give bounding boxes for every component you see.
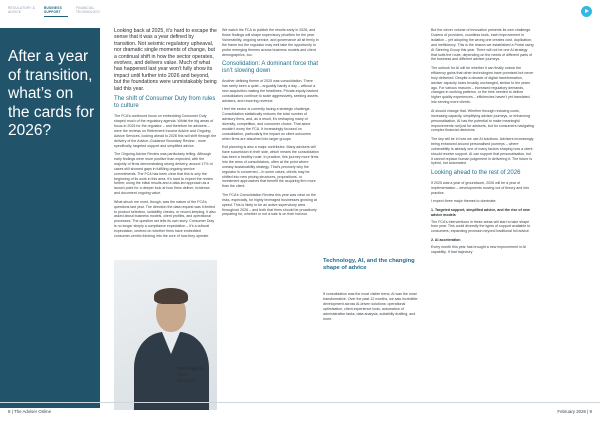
section-heading-consolidation: Consolidation: A dominant force that isn’t slowing down bbox=[222, 61, 319, 75]
body-paragraph: Another defining theme of 2025 was consolidation. There has rarely been a quiet – arguably hardly a day – without a new acquisition making the headlines. Private-equity backed consolidators continue to scale aggressively, seeking assets, advisers, and recurring revenue. bbox=[222, 79, 319, 103]
body-paragraph: The Ongoing Advice Review was particularly telling. Although early findings were more positive than expected, with the majority of firms demonstrating strong delivery, around 17% of cases still showed gaps in fulfilling ongoing service commitments. The FCA has been clear that this is only the beginning of its work in this area. It’s hard to expect the review further, using the initial results and a data-led approach as a launch point for a deeper look at how firms deliver, evidence, and document ongoing value. bbox=[114, 152, 214, 196]
theme-heading-ai-acceleration: 2. AI acceleration bbox=[431, 237, 461, 242]
author-name: Tom Hegarty, bbox=[177, 366, 205, 371]
column-1 bbox=[114, 28, 217, 243]
body-paragraph: The outlook for AI will be whether it can finally unlock the efficiency gains that other technologies have promised but never truly delivered. Despite a decade of digital transformation, adviser capacity looks broadly unchanged, similar to ten years ago. For various reasons – increased regulatory demands, changes in working patterns, or the time needed to deliver higher quality experiences – efficiencies haven’t yet translated into serving more clients. bbox=[431, 65, 534, 105]
body-paragraph: AI should change that. Whether through reducing costs, increasing capacity, simplifying adviser journeys, or enhancing personalisation, AI has the potential to make meaningful improvements not just for advisers, but for consumers navigating complex financial decisions. bbox=[431, 108, 534, 133]
body-paragraph: I feel the sector is currently facing a strategic challenge. Consolidation statistically reduces the total number of advisory firms, and, as a result, it’s reshaping many of diversity, competition, and consumer choice. That alone wouldn’t worry the FCA. It increasingly focused on consolidation, particularly the impact on client outcomes when firms are absorbed into larger groups. bbox=[222, 107, 311, 141]
section-heading-consumer-duty: The shift of Consumer Duty from rules to culture bbox=[114, 96, 216, 110]
body-paragraph: Exit planning is also a major contributor. Many advisers will have succession in their side, which means the consolidation has been a healthy route. In practice, this journey more firms into the arms of consolidators, often at the point where uneasy sustainability strategy. That’s precisely why the regulator is concerned – in some cases, clients may be shifted into new pricing structures, propositions, or investment approaches that benefit the acquiring firm more than the client. bbox=[222, 145, 319, 189]
portrait-hair bbox=[154, 288, 188, 304]
category-financial-technology[interactable]: FINANCIAL TECHNOLOGY bbox=[76, 6, 101, 14]
hero-panel bbox=[0, 28, 100, 408]
section-heading-technology: Technology, AI, and the changing shape of advice bbox=[323, 258, 415, 271]
page-footer bbox=[0, 402, 600, 424]
column-2 bbox=[222, 28, 319, 221]
body-paragraph: The FCA’s continued focus on embedding Consumer Duty shaped much of the regulatory agenda. Whilst the big areas of focus in 2025 for the regulator – and therefore for advisers – were the reviews on Retirement Income Advice and Ongoing Advice Services, looking ahead to 2026 this will shift through the delivery of the Advice–Guidance Boundary Review - more specifically, targeted support and simplified advice. bbox=[114, 114, 217, 148]
body-paragraph: If 2025 was a year of groundwork, 2026 will be a year of implementation – developments moving out of theory and into practice. bbox=[431, 180, 530, 195]
column-4 bbox=[431, 28, 534, 258]
section-heading-looking-ahead: Looking ahead to the rest of 2026 bbox=[431, 169, 521, 176]
body-paragraph: The key will be in how we use AI solutions. Advisers increasingly being enhanced around personalised journeys – where vulnerability is already one of many factors shaping how a client should receive support. AI can support that personalisation, but it cannot replace human judgement in delivering it. The future is hybrid, not automated. bbox=[431, 136, 534, 166]
author-company: Simplytrz bbox=[177, 378, 196, 383]
body-paragraph: If consolidation was the most visible trend, AI was the most transformative. Over the past 12 months, we saw incredible development across AI-driven solutions: operational optimisation, client-experience tools, automation of administrative tasks, data analysis, suitability drafting, and more. bbox=[323, 292, 418, 321]
footer-right-page: February 2026 | 9 bbox=[557, 409, 592, 414]
footer-left-page: 8 | The Adviser Online bbox=[8, 409, 52, 414]
body-paragraph: I expect three major themes to dominate: bbox=[431, 199, 497, 204]
body-paragraph: The FCA’s Consolidation Review this year was clear on the risks, especially, for highly leveraged businesses growing at speed. This is likely to be an active supervisory area throughout 2026 – and both that firms should be proactively preparing for, whether or not a sale is on their horizon. bbox=[222, 192, 317, 217]
author-portrait bbox=[114, 260, 217, 410]
article-title: After a year of transition, what’s on the cards for 2026? bbox=[8, 48, 95, 139]
category-regulatory[interactable]: REGULATORY & ADVICE bbox=[8, 6, 35, 14]
author-role: CEO, bbox=[177, 372, 188, 377]
category-business-support[interactable]: BUSINESS SUPPORT bbox=[44, 7, 68, 15]
body-paragraph: We watch the FCA to publish the results early in 2026, and those findings will shape supervisory priorities for the year. Vulnerability, ongoing service, and governance all sit firmly in the frame but the regulator may well take the opportunity to probe emerging themes across business models and client demographics, too. bbox=[222, 28, 319, 57]
body-paragraph: What struck me most, though, was the nature of the FCA’s questions last year. The direction the data request was it limited to product selection, suitability checks, or record-keeping, it also asked about business models, client profiles, and operational processes. The question set tells its own story: Consumer Duty is no longer simply a compliance expectation – it’s a cultural expectation, centred on whether firms have embedded consumer-centric thinking into the core of how they operate. bbox=[114, 199, 216, 239]
intro-paragraph: Looking back at 2025, it’s hard to escape the sense that it was a year defined by transition. Not seismic regulatory upheaval, nor dramatic single moments of change, but a continual shift in how the sector operates, evolves, and delivers value. Much of what has happened last year won’t fully show its impact until further into 2026 and beyond, but the foundations were unmistakably being laid this year. bbox=[114, 28, 217, 92]
body-paragraph: Every month this year has brought a new improvement in AI capability. If that trajectory bbox=[431, 244, 527, 254]
top-navigation bbox=[0, 0, 600, 22]
body-paragraph: The FCA’s interventions in these areas will start to take shape from year. This could diversify the types of support available to consumers, expanding provision beyond traditional full advice. bbox=[431, 219, 531, 234]
play-logo-icon bbox=[581, 6, 592, 17]
author-caption bbox=[177, 366, 222, 384]
theme-heading-targeted-support: 1. Targeted support, simplified advice, and the rise of new advice models bbox=[431, 207, 530, 217]
body-paragraph: But the clever volume of innovation presents its own challenge. Dozens of providers, countless tools, each improvement in isolation – yet adopting the wrong one creates cost, duplication, and inefficiency. This is the reason we established a Portal using AI Steering Group this year. There will not be one AI strategy that suits the route, depending on the needs of different parts of the business and different adviser journeys. bbox=[431, 28, 534, 62]
